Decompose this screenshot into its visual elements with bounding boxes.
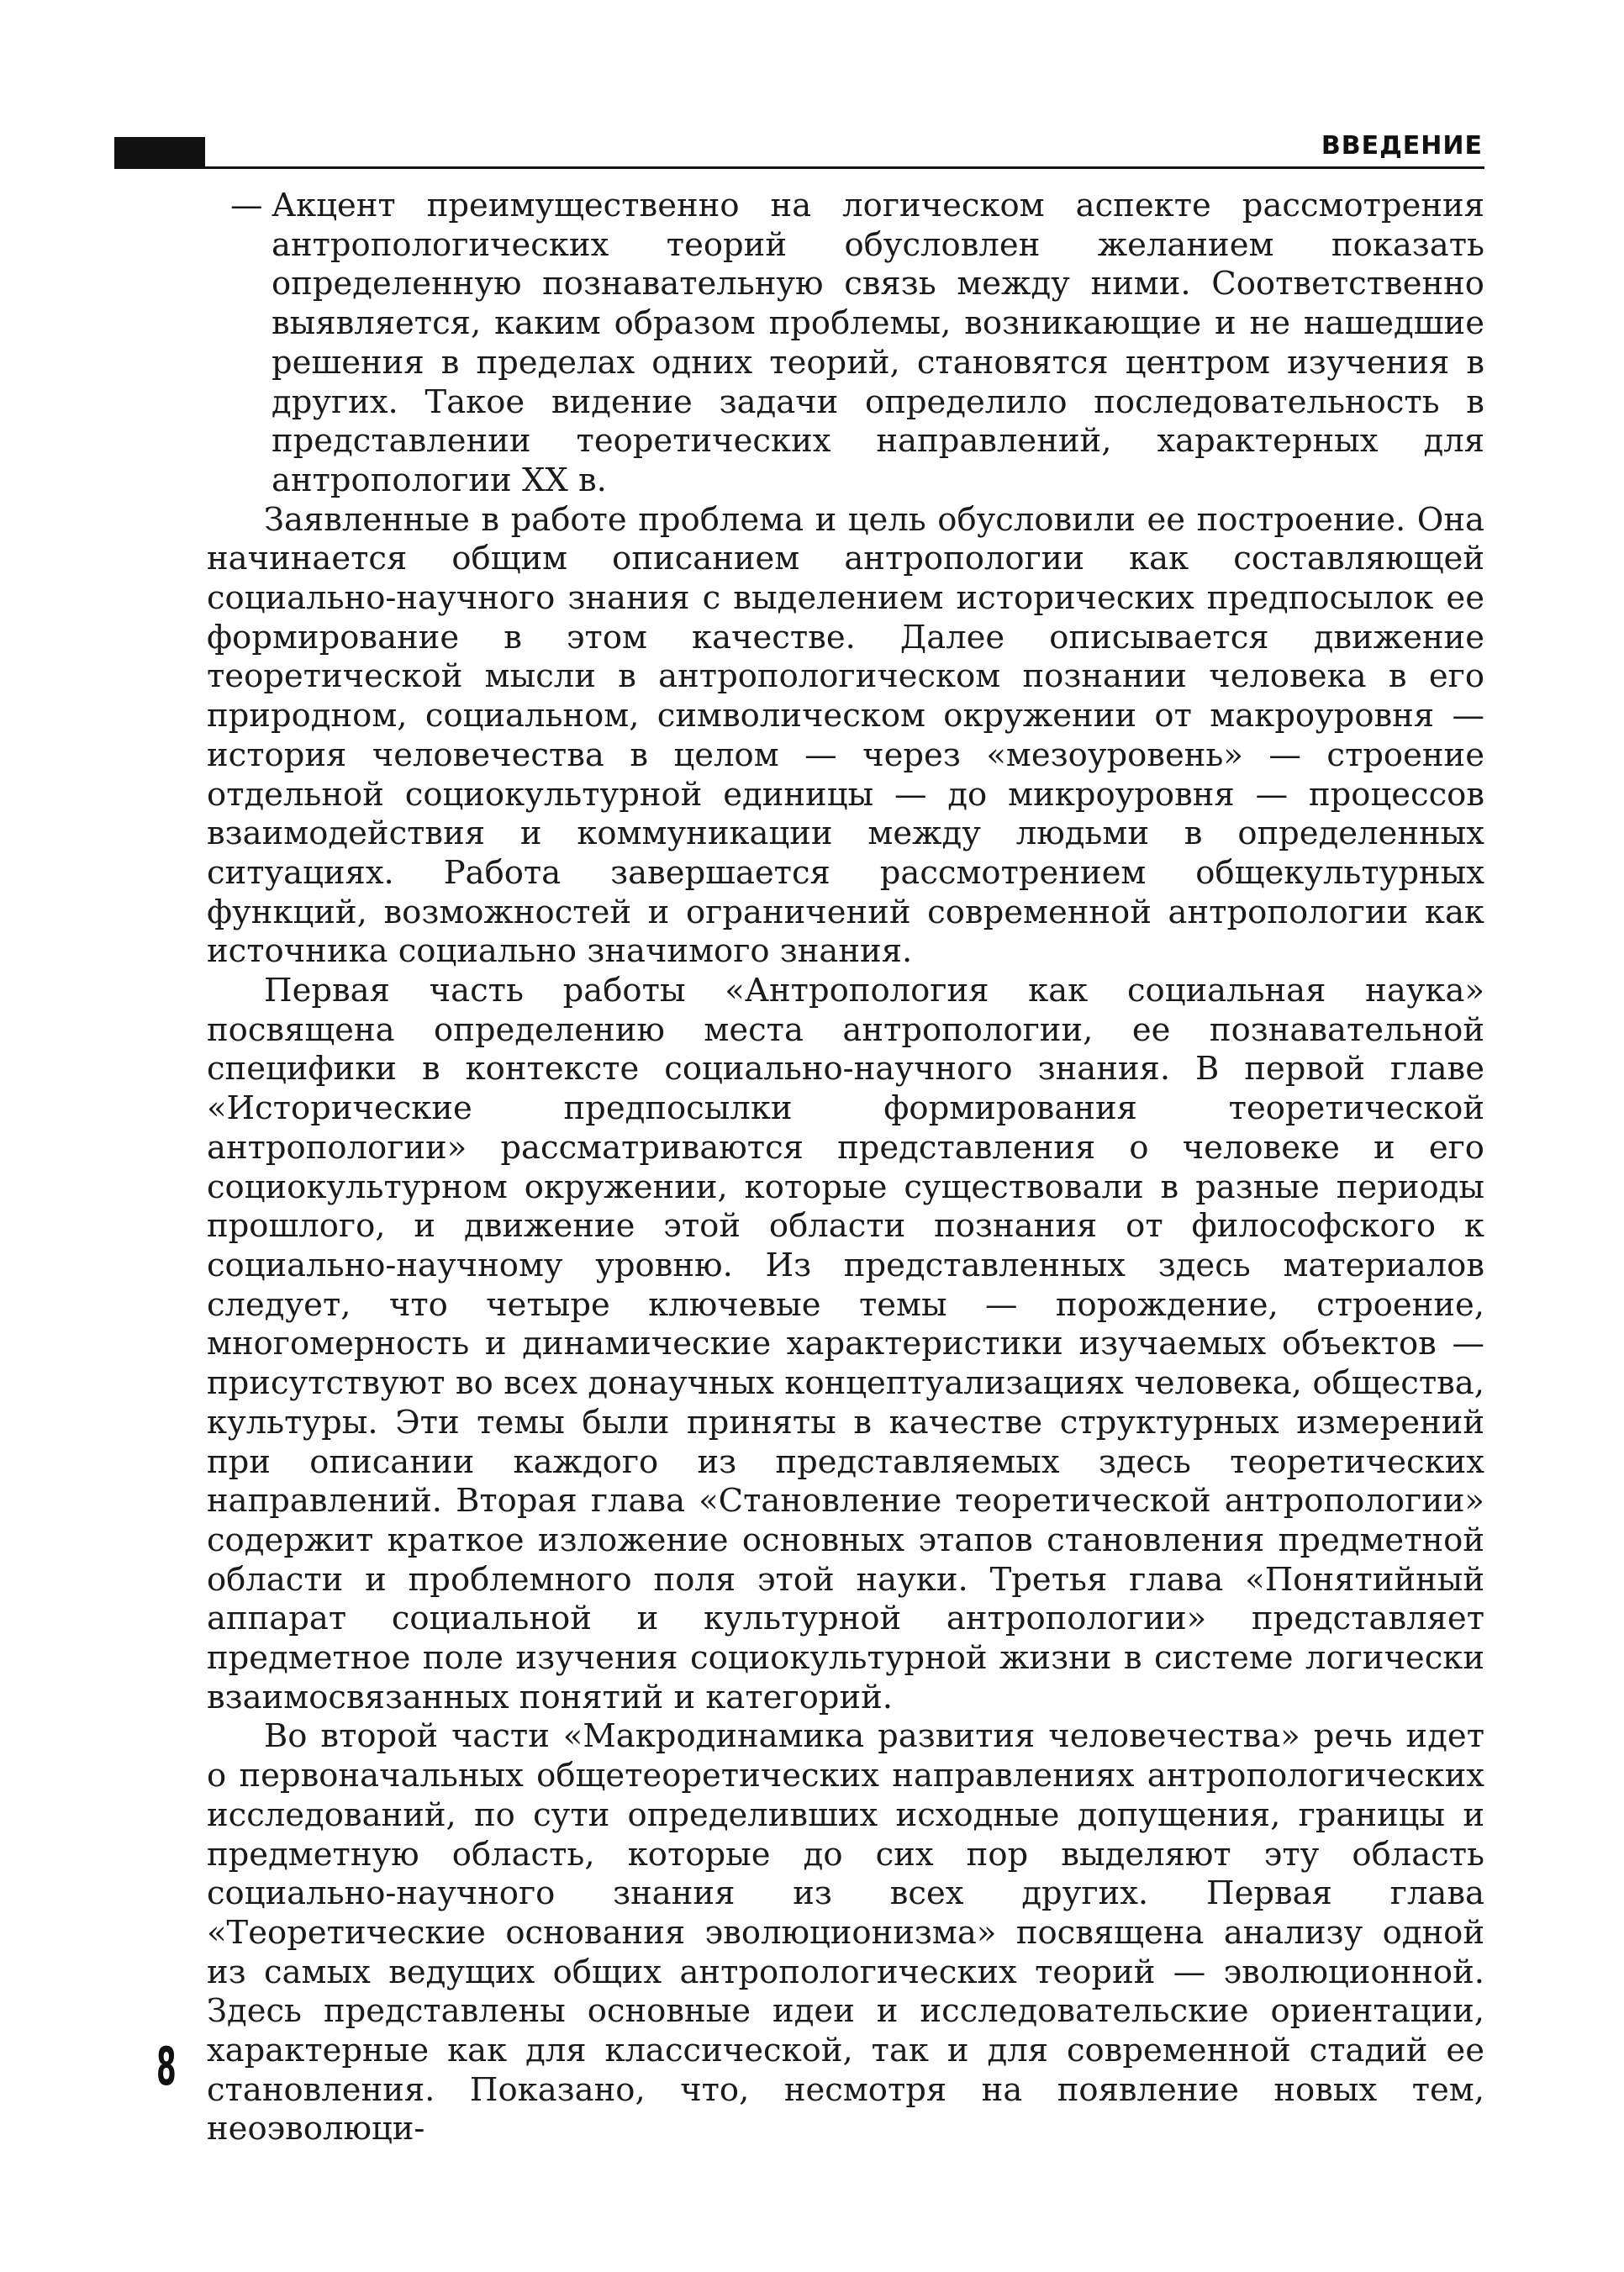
header-black-block bbox=[114, 137, 205, 169]
paragraph-part-two: Во второй части «Макродинамика развития человечества» речь идет о первоначальных общетеоретических направлениях антропологических исследований, по сути определивших исходные допущения, границы и предметную область, которые до сих пор выделяют эту область социально-научного знания из всех других. Первая глава «Теоретические основания эволюционизма» посвящена анализу одной из самых ведущих общих антропологических теорий — эволюционной. Здесь представлены основные идеи и исследовательские ориентации, характерные как для классической, так и для современной стадий ее становления. Показано, что, несмотря на появление новых тем, неоэволюци- bbox=[207, 1717, 1484, 2148]
page-number: 8 bbox=[156, 2036, 177, 2097]
bullet-dash: — bbox=[230, 187, 263, 224]
paragraph-part-one: Первая часть работы «Антропология как социальная наука» посвящена определению места антропологии, ее познавательной специфики в контексте социально-научного знания. В первой главе «Исторические предпосылки формирования теоретической антропологии» рассматриваются представления о человеке и его социокультурном окружении, которые существовали в разные периоды прошлого, и движение этой области познания от философского к социально-научному уровню. Из представленных здесь материалов следует, что четыре ключевые темы — порождение, строение, многомерность и динамические характеристики изучаемых объектов — присутствуют во всех донаучных концептуализациях человека, общества, культуры. Эти темы были приняты в качестве структурных измерений при описании каждого из представляемых здесь теоретических направлений. Вторая глава «Становление теоретической антропологии» содержит краткое изложение основных этапов становления предметной области и проблемного поля этой науки. Третья глава «Понятийный аппарат социальной и культурной антропологии» представляет предметное поле изучения социокультурной жизни в системе логически взаимосвязанных понятий и категорий. bbox=[207, 972, 1484, 1716]
body-text bbox=[207, 187, 1484, 2149]
bullet-paragraph-text: Акцент преимущественно на логическом аспекте рассмотрения антропологических теорий обусловлен желанием показать определенную познавательную связь между ними. Соответственно выявляется, каким образом проблемы, возникающие и не нашедшие решения в пределах одних теорий, становятся центром изучения в других. Такое видение задачи определило последовательность в представлении теоретических направлений, характерных для антропологии XX в. bbox=[272, 187, 1484, 499]
header-rule bbox=[114, 166, 1484, 169]
paragraph-structure: Заявленные в работе проблема и цель обусловили ее построение. Она начинается общим описанием антропологии как составляющей социально-научного знания с выделением исторических предпосылок ее формирование в этом качестве. Далее описывается движение теоретической мысли в антропологическом познании человека в его природном, социальном, символическом окружении от макроуровня — история человечества в целом — через «мезоуровень» — строение отдельной социокультурной единицы — до микроуровня — процессов взаимодействия и коммуникации между людьми в определенных ситуациях. Работа завершается рассмотрением общекультурных функций, возможностей и ограничений современной антропологии как источника социально значимого знания. bbox=[207, 500, 1484, 971]
bullet-paragraph bbox=[207, 187, 1484, 501]
running-head: ВВЕДЕНИЕ bbox=[1321, 131, 1483, 161]
